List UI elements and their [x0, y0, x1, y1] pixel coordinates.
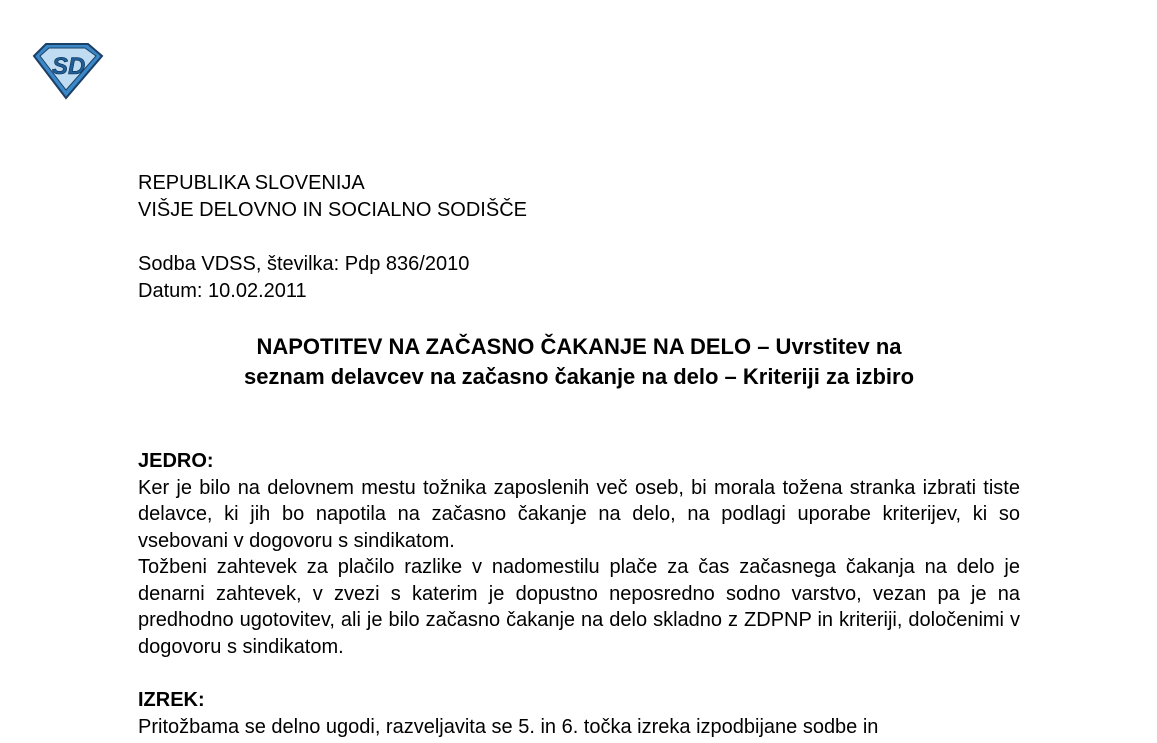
court-header	[138, 170, 527, 224]
diamond-logo-icon	[30, 42, 104, 100]
court-name: VIŠJE DELOVNO IN SOCIALNO SODIŠČE	[138, 199, 527, 221]
title-line-1: NAPOTITEV NA ZAČASNO ČAKANJE NA DELO – Uvrstitev na	[256, 334, 902, 359]
jedro-heading: JEDRO:	[138, 450, 214, 472]
svg-text:D: D	[68, 53, 86, 80]
court-country: REPUBLIKA SLOVENIJA	[138, 172, 365, 194]
jedro-paragraph-2: Tožbeni zahtevek za plačilo razlike v nadomestilu plače za čas začasnega čakanja na delo je denarni zahtevek, v zvezi s katerim je dopustno neposredno sodno varstvo, vezan pa je na predhodno ugotovitev, ali je bilo začasno čakanje na delo skladno z ZDPNP in kriteriji, določenimi v dogovoru s sindikatom.	[138, 556, 1020, 658]
izrek-section	[138, 687, 1020, 740]
svg-text:S: S	[52, 53, 69, 80]
case-date: Datum: 10.02.2011	[138, 280, 307, 302]
jedro-section	[138, 448, 1020, 660]
court-logo	[30, 42, 104, 100]
case-info	[138, 251, 469, 305]
title-line-2: seznam delavcev na začasno čakanje na delo – Kriteriji za izbiro	[243, 364, 915, 389]
jedro-paragraph-1: Ker je bilo na delovnem mestu tožnika zaposlenih več oseb, bi morala tožena stranka izbrati tiste delavce, ki jih bo napotila na začasno čakanje na delo, na podlagi uporabe kriterijev, ki so vsebovani v dogovoru s sindikatom.	[138, 476, 1020, 552]
document-title	[138, 332, 1020, 392]
izrek-paragraph-1: Pritožbama se delno ugodi, razveljavita se 5. in 6. točka izreka izpodbijane sodbe in	[138, 715, 879, 738]
case-number: Sodba VDSS, številka: Pdp 836/2010	[138, 253, 470, 275]
izrek-heading: IZREK:	[138, 689, 205, 711]
